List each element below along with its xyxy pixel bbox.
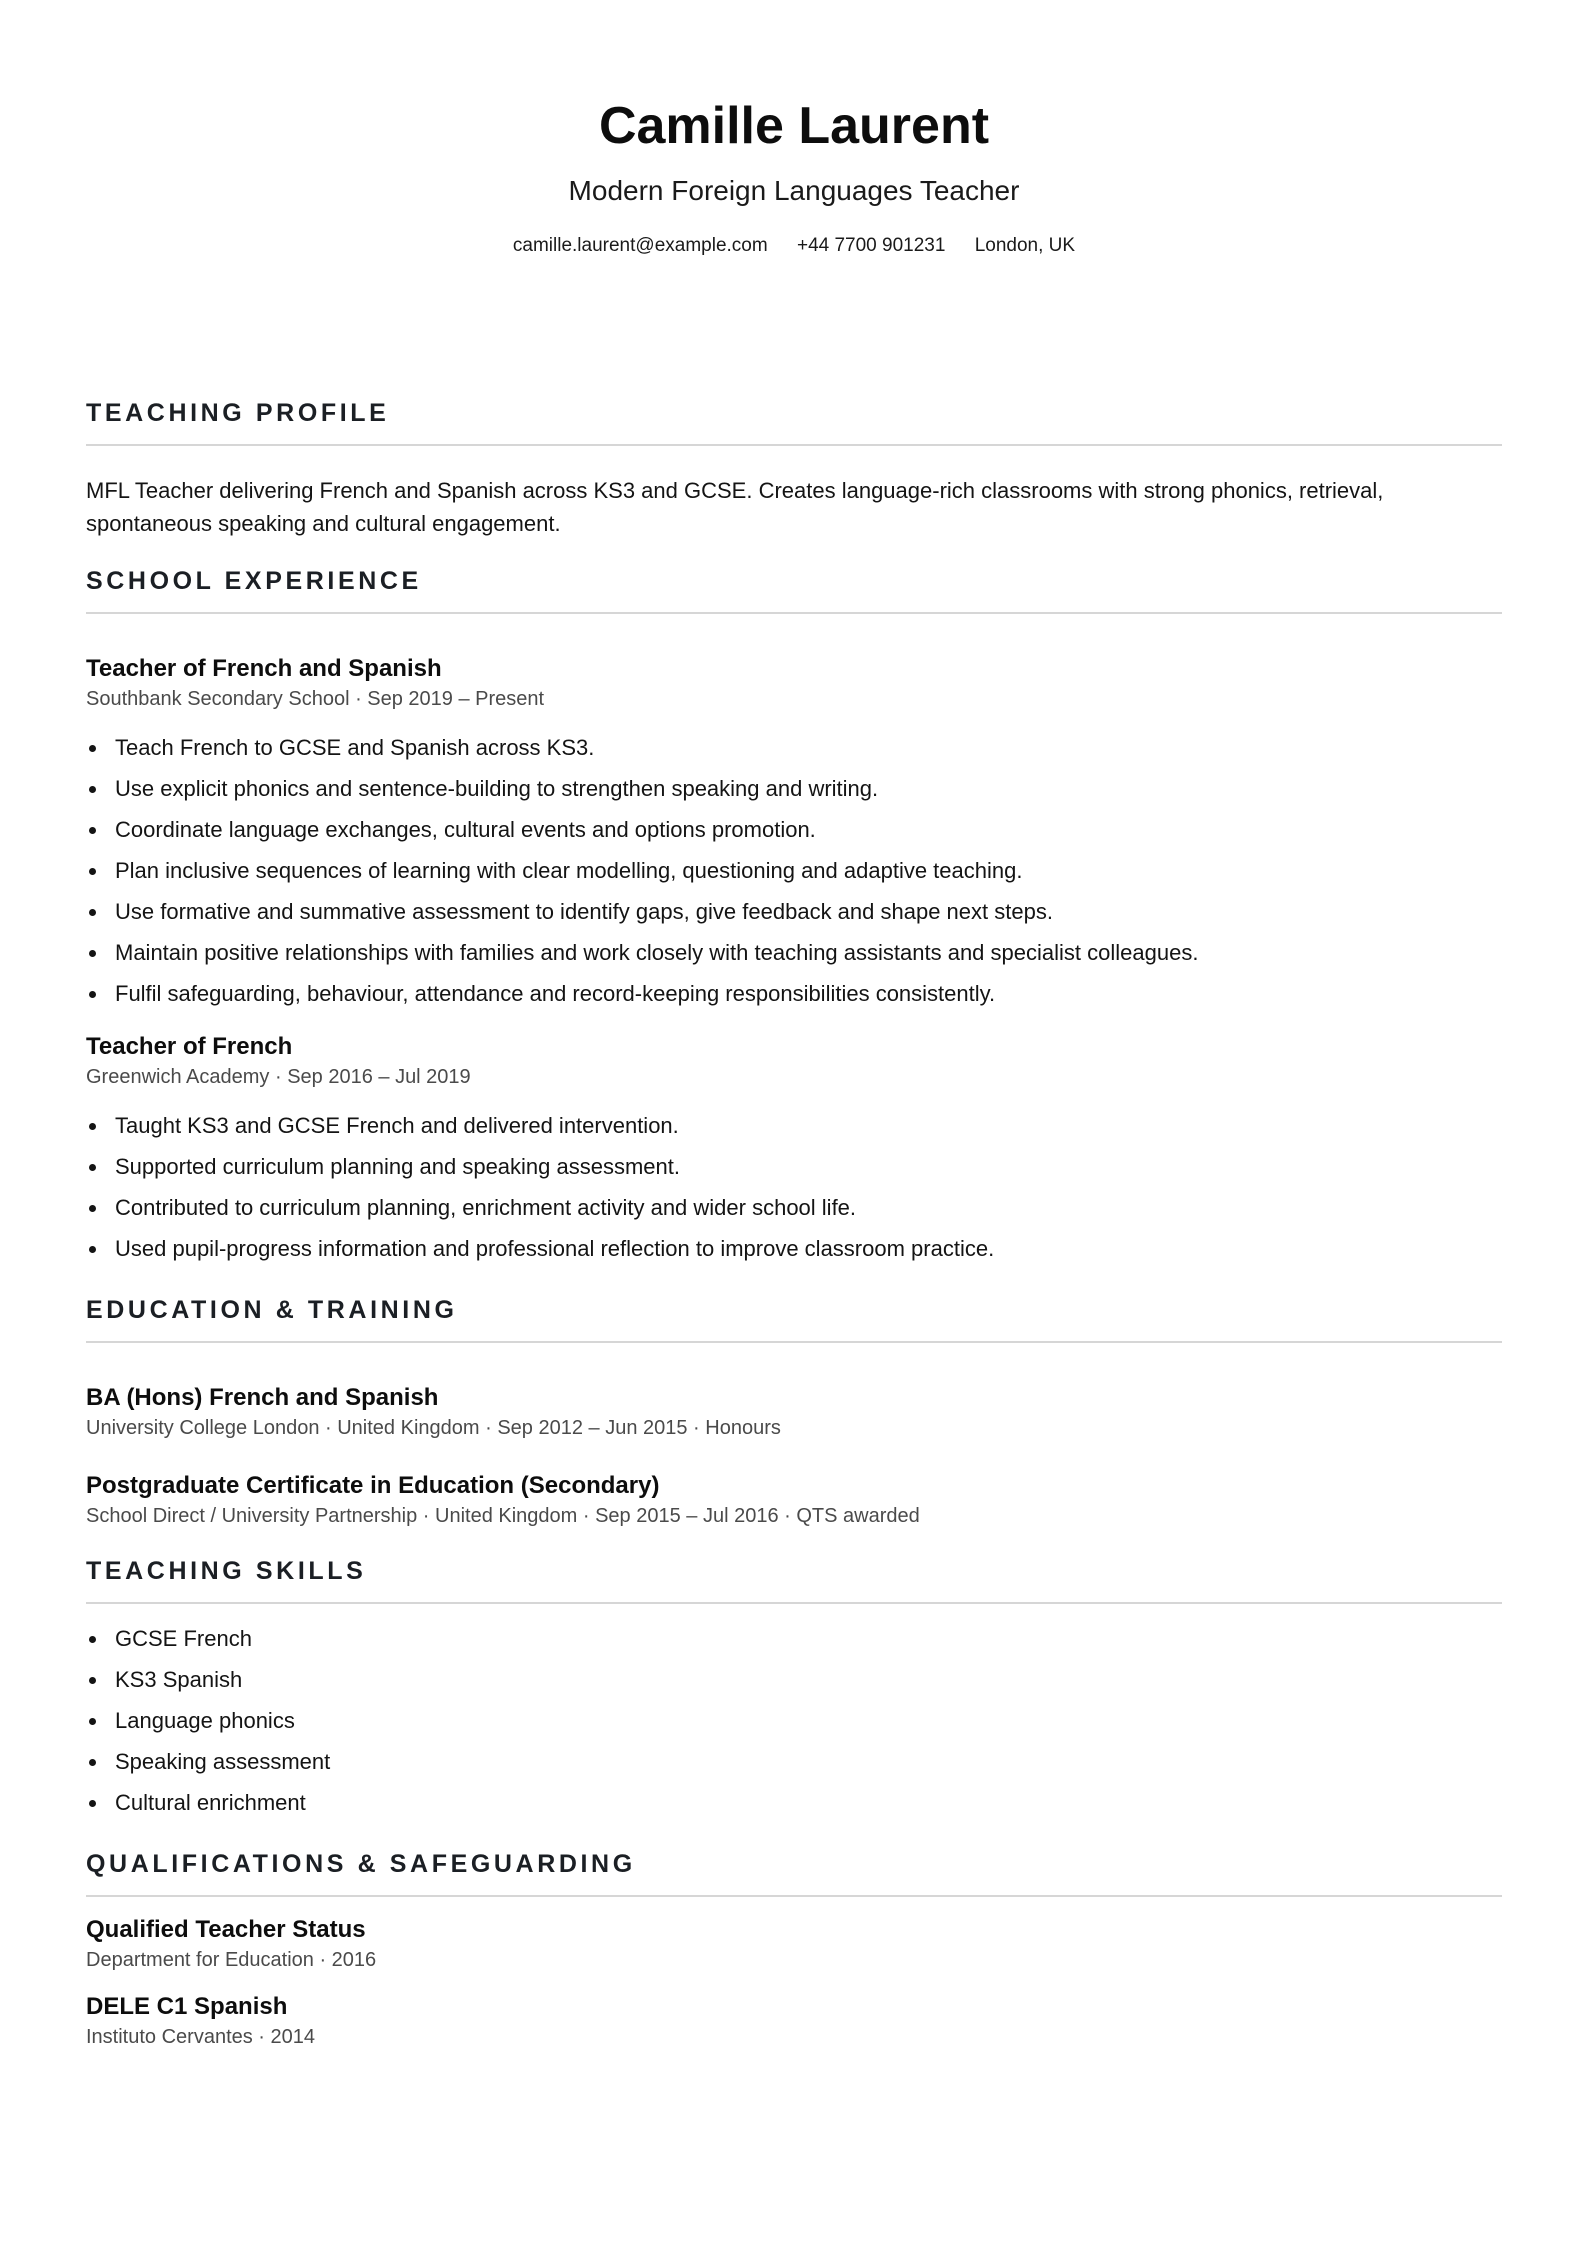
section-title: QUALIFICATIONS & SAFEGUARDING [86, 1850, 636, 1878]
list-item: Contributed to curriculum planning, enrichment activity and wider school life. [86, 1187, 1502, 1228]
section-title: EDUCATION & TRAINING [86, 1296, 458, 1324]
resume-header [86, 0, 1502, 258]
list-item: Use explicit phonics and sentence-building to strengthen speaking and writing. [86, 768, 1502, 809]
section-divider [86, 1341, 1502, 1343]
contact-location: London, UK [974, 235, 1076, 256]
job-title: Teacher of French and Spanish [86, 655, 442, 682]
qualification-meta: Department for Education · 2016 [86, 1949, 377, 1971]
section-title: TEACHING SKILLS [86, 1557, 367, 1585]
list-item: Teach French to GCSE and Spanish across KS3. [86, 727, 1502, 768]
list-item: Speaking assessment [86, 1741, 1502, 1782]
candidate-name: Camille Laurent [598, 97, 990, 155]
contact-phone: +44 7700 901231 [796, 235, 946, 256]
degree-meta: School Direct / University Partnership · United Kingdom · Sep 2015 – Jul 2016 · QTS awarded [86, 1505, 920, 1527]
section-divider [86, 612, 1502, 614]
qualification-entry [86, 1915, 1502, 1974]
section-qualifications-safeguarding [86, 1849, 1502, 2051]
section-title: SCHOOL EXPERIENCE [86, 567, 422, 595]
list-item: Fulfil safeguarding, behaviour, attendance and record-keeping responsibilities consistently. [86, 973, 1502, 1014]
job-bullets [86, 1105, 1502, 1269]
job-entry [86, 1032, 1502, 1269]
degree-title: BA (Hons) French and Spanish [86, 1384, 439, 1411]
job-meta: Southbank Secondary School · Sep 2019 – Present [86, 688, 545, 710]
education-entry [86, 1471, 1502, 1530]
section-education-training [86, 1295, 1502, 1530]
list-item: Maintain positive relationships with families and work closely with teaching assistants and specialist colleagues. [86, 932, 1502, 973]
section-divider [86, 1895, 1502, 1897]
qualification-title: DELE C1 Spanish [86, 1993, 288, 2020]
section-divider [86, 444, 1502, 446]
qualification-entry [86, 1992, 1502, 2051]
degree-title: Postgraduate Certificate in Education (Secondary) [86, 1472, 660, 1499]
section-school-experience [86, 566, 1502, 1269]
list-item: Plan inclusive sequences of learning with clear modelling, questioning and adaptive teaching. [86, 850, 1502, 891]
degree-meta: University College London · United Kingdom · Sep 2012 – Jun 2015 · Honours [86, 1417, 781, 1439]
list-item: Use formative and summative assessment to identify gaps, give feedback and shape next steps. [86, 891, 1502, 932]
candidate-role: Modern Foreign Languages Teacher [568, 175, 1020, 206]
section-teaching-skills [86, 1556, 1502, 1823]
list-item: KS3 Spanish [86, 1659, 1502, 1700]
list-item: Cultural enrichment [86, 1782, 1502, 1823]
job-title: Teacher of French [86, 1033, 293, 1060]
qualification-title: Qualified Teacher Status [86, 1916, 366, 1943]
list-item: Used pupil-progress information and professional reflection to improve classroom practice. [86, 1228, 1502, 1269]
contact-email: camille.laurent@example.com [512, 235, 768, 256]
section-teaching-profile [86, 398, 1502, 540]
list-item: Taught KS3 and GCSE French and delivered intervention. [86, 1105, 1502, 1146]
section-divider [86, 1602, 1502, 1604]
qualification-meta: Instituto Cervantes · 2014 [86, 2026, 316, 2048]
list-item: Language phonics [86, 1700, 1502, 1741]
job-meta: Greenwich Academy · Sep 2016 – Jul 2019 [86, 1066, 471, 1088]
list-item: Supported curriculum planning and speaking assessment. [86, 1146, 1502, 1187]
skills-list [86, 1618, 1502, 1823]
contact-line [86, 234, 1502, 258]
job-bullets [86, 727, 1502, 1014]
job-entry [86, 654, 1502, 1014]
list-item: Coordinate language exchanges, cultural events and options promotion. [86, 809, 1502, 850]
section-title: TEACHING PROFILE [86, 399, 390, 427]
list-item: GCSE French [86, 1618, 1502, 1659]
profile-summary: MFL Teacher delivering French and Spanish across KS3 and GCSE. Creates language-rich classrooms with strong phonics, retrieval, spontaneous speaking and cultural engagement. [86, 478, 1384, 536]
education-entry [86, 1383, 1502, 1442]
